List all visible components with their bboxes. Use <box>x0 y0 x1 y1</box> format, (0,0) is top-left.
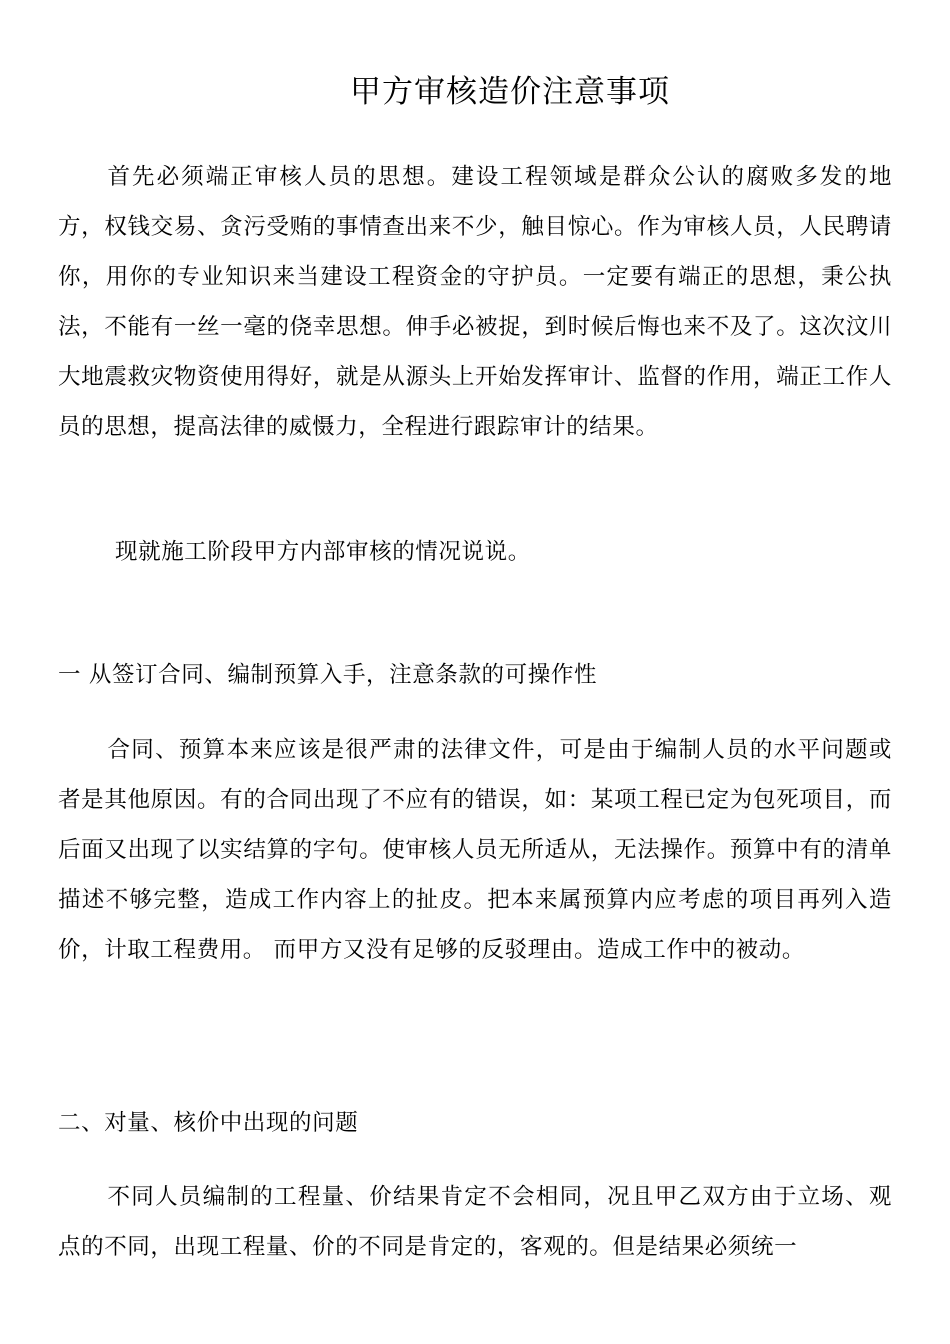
paragraph-contract: 合同、预算本来应该是很严肃的法律文件，可是由于编制人员的水平问题或者是其他原因。有的合同出现了不应有的错误，如：某项工程已定为包死项目，而后面又出现了以实结算的字句。使审核人员无所适从，无法操作。预算中有的清单描述不够完整，造成工作内容上的扯皮。把本来属预算内应考虑的项目再列入造价，计取工程费用。 而甲方又没有足够的反驳理由。造成工作中的被动。 <box>58 737 892 963</box>
section-heading-2: 二、对量、核价中出现的问题 <box>58 1110 359 1136</box>
paragraph-quantity: 不同人员编制的工程量、价结果肯定不会相同，况且甲乙双方由于立场、观点的不同，出现工程量、价的不同是肯定的，客观的。但是结果必须统一 <box>58 1184 892 1260</box>
paragraph-intro: 首先必须端正审核人员的思想。建设工程领域是群众公认的腐败多发的地方，权钱交易、贪污受贿的事情查出来不少，触目惊心。作为审核人员，人民聘请你，用你的专业知识来当建设工程资金的守护员。一定要有端正的思想，秉公执法，不能有一丝一毫的侥幸思想。伸手必被捉，到时候后悔也来不及了。这次汶川大地震救灾物资使用得好，就是从源头上开始发挥审计、监督的作用，端正工作人员的思想，提高法律的威慑力，全程进行跟踪审计的结果。 <box>58 164 892 440</box>
paragraph-stage-note: 现就施工阶段甲方内部审核的情况说说。 <box>115 539 531 565</box>
document-title: 甲方审核造价注意事项 <box>350 74 670 110</box>
section-heading-1: 一 从签订合同、编制预算入手，注意条款的可操作性 <box>58 662 598 688</box>
